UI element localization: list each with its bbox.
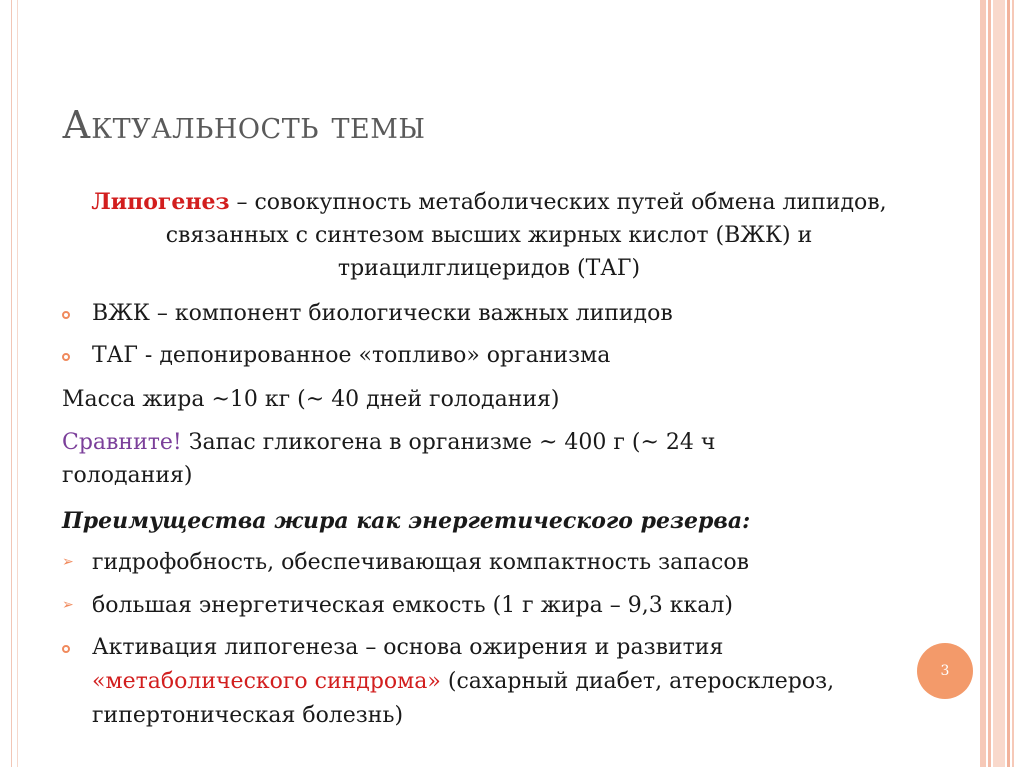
intro-paragraph [56,186,922,285]
activation-syndrome: «метаболического синдрома» [92,669,441,694]
decor-stripe [988,0,991,767]
arrow-bullet-icon: ➢ [62,554,74,570]
advantage-item: большая энергетическая емкость (1 г жира – 9,3 ккал) [92,593,733,618]
circle-bullet-icon [62,645,70,653]
fat-mass-text: Масса жира ~10 кг (~ 40 дней голодания) [62,387,560,412]
advantages-heading: Преимущества жира как энергетического резерва: [62,508,751,534]
page-number-badge: 3 [917,643,973,699]
advantage-item: гидрофобность, обеспечивающая компактность запасов [92,550,749,575]
activation-line-1: Активация липогенеза – основа ожирения и развития [92,635,724,660]
compare-line-1 [62,426,715,459]
decor-stripe [993,0,1005,767]
compare-text: Запас гликогена в организме ~ 400 г (~ 24 ч [181,430,716,455]
decor-stripe [1007,0,1010,767]
intro-term: Липогенез [91,189,230,215]
compare-line-2: голодания) [62,463,193,488]
decor-stripe [1012,0,1014,767]
circle-bullet-icon [62,353,70,361]
circle-bullet-icon [62,311,70,319]
activation-line-2 [92,665,834,698]
arrow-bullet-icon: ➢ [62,597,74,613]
activation-diseases: (сахарный диабет, атеросклероз, [440,669,835,694]
activation-line-3: гипертоническая болезнь) [92,703,404,728]
compare-label: Сравните! [62,430,182,455]
point-vzhk: ВЖК – компонент биологически важных липидов [92,301,673,326]
decor-stripe [980,0,986,767]
intro-text: – совокупность метаболических путей обмена липидов, связанных с синтезом высших жирных кислот (ВЖК) и триацилглицеридов (ТАГ) [165,190,887,281]
slide-title: Актуальность темы [62,103,426,147]
point-tag: ТАГ - депонированное «топливо» организма [92,343,611,368]
